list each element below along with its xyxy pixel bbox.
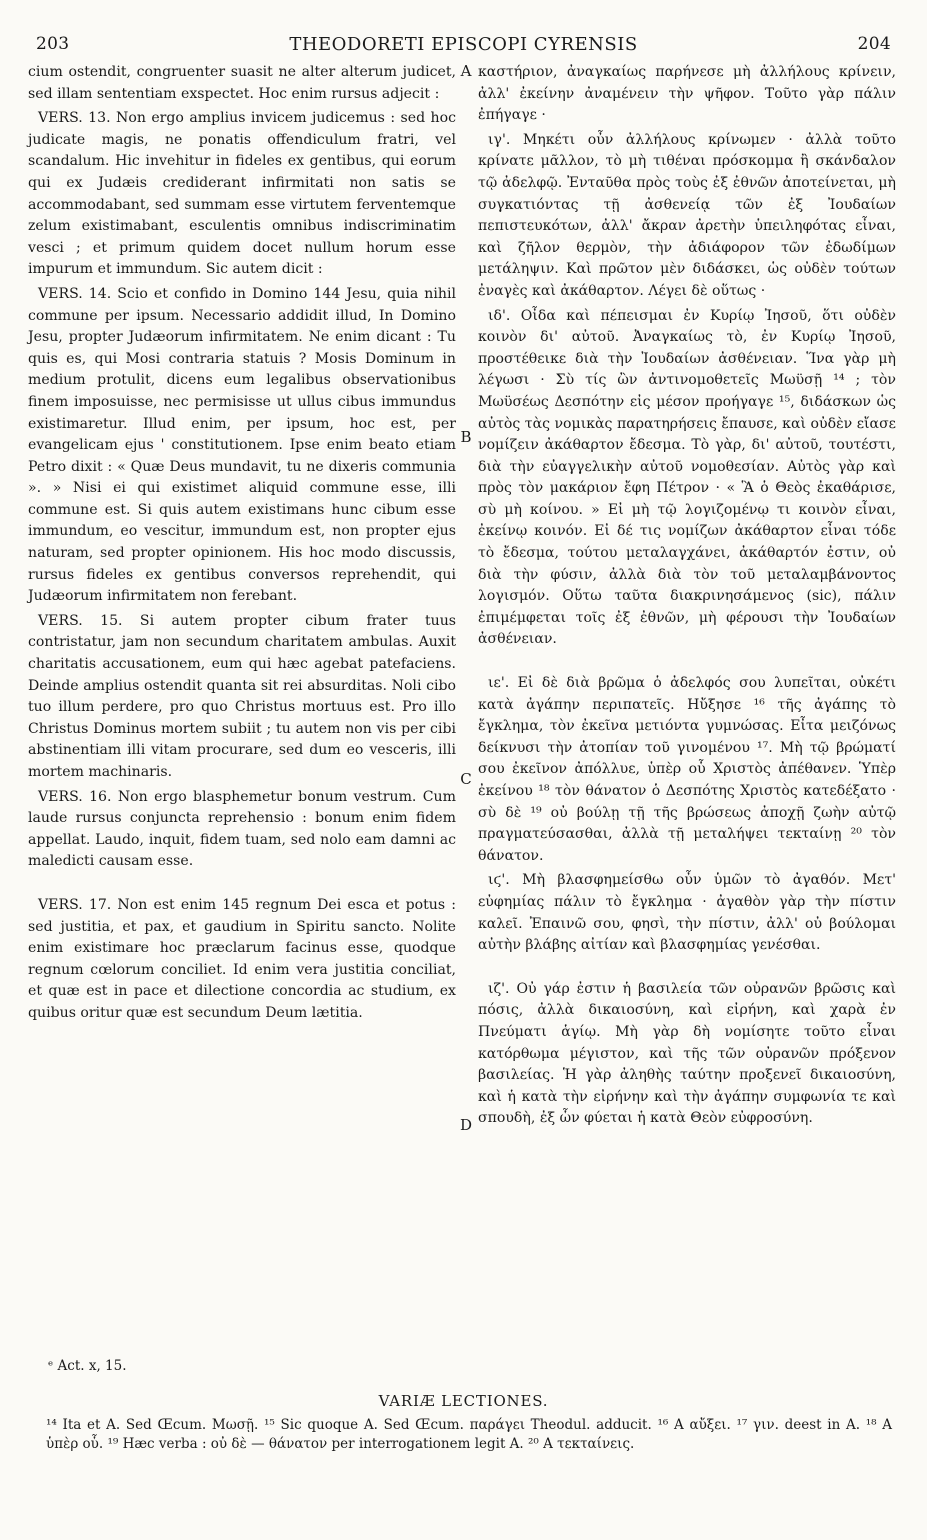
greek-paragraph: καστήριον, ἀναγκαίως παρήνεσε μὴ ἀλλήλους κρίνειν, ἀλλ' ἐκείνην ἀναμένειν τὴν ψῆφον. Τοῦτο γὰρ πάλιν ἐπήγαγε · [478, 64, 896, 124]
greek-column [478, 62, 896, 1133]
greek-paragraph: ιζ'. Οὐ γάρ ἐστιν ἡ βασιλεία τῶν οὐρανῶν βρῶσις καὶ πόσις, ἀλλὰ δικαιοσύνη, καὶ εἰρήνη, καὶ χαρὰ ἐν Πνεύματι ἁγίῳ. Μὴ γὰρ δὴ νομίσητε τοῦτο εἶναι κατόρθωμα μέγιστον, καὶ τῆς τῶν οὐρανῶν πρόξενον βασιλείας. Ἡ γὰρ ἀληθὴς ταύτην προξενεῖ δικαιοσύνη, καὶ ἡ κατὰ τὴν εἰρήνην καὶ τὴν ἀγάπην συμφωνία τε καὶ σπουδὴ, ἐξ ὧν φύεται ἡ κατὰ Θεὸν εὐφροσύνη. [478, 980, 896, 1127]
greek-paragraph: ιγ'. Μηκέτι οὖν ἀλλήλους κρίνωμεν · ἀλλὰ τοῦτο κρίνατε μᾶλλον, τὸ μὴ τιθέναι πρόσκομμα ἢ σκάνδαλον τῷ ἀδελφῷ. Ἐνταῦθα πρὸς τοὺς ἐξ ἐθνῶν ἀποτείνεται, μὴ συγκατιόντας τῇ ἀσθενείᾳ τῶν ἐξ Ἰουδαίων πεπιστευκότων, ἀλλ' ἄκραν ἀρετὴν ὑπειληφότας εἶναι, καὶ ζῆλον θερμὸν, τὴν ἀδιάφορον τῶν ἐδωδίμων μετάληψιν. Καὶ πρῶτον μὲν διδάσκει, ὡς οὐδὲν τούτων ἐναγὲς καὶ ἀκάθαρτον. Λέγει δὲ οὕτως · [478, 131, 896, 299]
page-number-left: 203 [36, 34, 70, 54]
margin-letter: A [460, 62, 472, 80]
footnote: ᵉ Act. x, 15. [48, 1358, 127, 1374]
margin-letter: D [459, 1116, 473, 1134]
latin-paragraph: VERS. 13. Non ergo amplius invicem judicemus : sed hoc judicate magis, ne ponatis offendiculum fratri, vel scandalum. Hic invehitur in fideles ex gentibus, qui eorum qui ex Judæis crediderant infirmitati non satis se accommodabant, sed summam esse virtutem ferventemque zelum existimabant, esculentis omnibus indiscriminatim vesci ; et primum quidem docet nullum horum esse impurum et immundum. Sic autem dicit : [28, 110, 456, 278]
page-header [36, 34, 891, 58]
variae-lectiones-text [46, 1416, 892, 1454]
latin-paragraph: VERS. 16. Non ergo blasphemetur bonum vestrum. Cum laude rursus conjuncta reprehensio : bonum enim fidem appellat. Laudo, inquit, fidem tuam, sed nolo eam damni ac maledicti causam esse. [28, 788, 456, 870]
running-title: THEODORETI EPISCOPI CYRENSIS [289, 34, 638, 55]
latin-paragraph: cium ostendit, congruenter suasit ne alter alterum judicet, sed illam sententiam exspectet. Hoc enim rursus adjecit : [28, 64, 456, 102]
margin-letter: C [460, 770, 472, 788]
latin-paragraph: VERS. 15. Si autem propter cibum frater tuus contristatur, jam non secundum charitatem ambulas. Auxit charitatis accusationem, eum qui hæc agebat patefaciens. Deinde amplius ostendit quanta sit rei absurditas. Noli cibo tuo illum perdere, pro quo Christus mortuus est. Pro illo Christus Dominus mortem subiit ; tu autem non vis per cibi abstinentiam illi vitam procurare, sed dum eo vesceris, illi mortem machinaris. [28, 612, 456, 780]
latin-paragraph: VERS. 14. Scio et confido in Domino 144 Jesu, quia nihil commune per ipsum. Necessario addidit illud, In Domino Jesu, propter Judæorum infirmitatem. Ne enim dicant : Tu quis es, qui Mosi contraria statuis ? Mosis Dominum in medium protulit, dicens eum legalibus observationibus finem imposuisse, nec permisisse ut ullus cibus immundus existimaretur. Illud enim, per ipsum, hoc est, per evangelicam ejus ' constitutionem. Ipse enim beato etiam Petro dixit : « Quæ Deus mundavit, tu ne dixeris communia ». » Nisi ei qui existimet aliquid commune esse, illi commune est. Si quis autem existimans hunc cibum esse immundum, eo vescitur, immundum est, non propter ejus naturam, sed propter opinionem. His hoc modo discussis, rursus fideles ex gentibus conversos reprehendit, qui Judæorum infirmitatem non ferebant. [28, 285, 456, 605]
latin-paragraph: VERS. 17. Non est enim 145 regnum Dei esca et potus : sed justitia, et pax, et gaudium in Spiritu sancto. Nolite enim existimare hoc præclarum facinus esse, quodque regnum cœlorum conciliet. Id enim vera justitia conciliat, et quæ est in pace et dilectione concordia ac studium, ex quibus oritur quæ est secundum Deum lætitia. [28, 896, 456, 1021]
greek-paragraph: ιϛ'. Μὴ βλασφημείσθω οὖν ὑμῶν τὸ ἀγαθόν. Μετ' εὐφημίας πάλιν τὸ ἔγκλημα · ἀγαθὸν γὰρ τὴν πίστιν καλεῖ. Ἐπαινῶ σου, φησὶ, τὴν πίστιν, ἀλλ' οὐ βούλομαι αὐτὴν βλάβης αἰτίαν καὶ βλασφημίας γενέσθαι. [478, 872, 896, 954]
variae-lectiones-notes: ¹⁴ Ita et A. Sed Œcum. Μωσῇ. ¹⁵ Sic quoque A. Sed Œcum. παράγει Theodul. adducit. ¹⁶ A αὔξει. ¹⁷ γιν. deest in A. ¹⁸ A ὑπὲρ οὗ. ¹⁹ Hæc verba : οὐ δὲ — θάνατον per interrogationem legit A. ²⁰ A τεκταίνεις. [46, 1417, 892, 1452]
greek-paragraph: ιε'. Εἰ δὲ διὰ βρῶμα ὁ ἀδελφός σου λυπεῖται, οὐκέτι κατὰ ἀγάπην περιπατεῖς. Ηὔξησε ¹⁶ τῆς ἀγάπης τὸ ἔγκλημα, τὸν ἐκεῖνα μετιόντα γυμνώσας. Εἶτα μειζόνως δείκνυσι τὴν ἀτοπίαν τοῦ γινομένου ¹⁷. Μὴ τῷ βρώματί σου ἐκεῖνον ἀπόλλυε, ὑπὲρ οὗ Χριστὸς ἀπέθανεν. Ὑπὲρ ἐκείνου ¹⁸ τὸν θάνατον ὁ Δεσπότης Χριστὸς κατεδέξατο · σὺ δὲ ¹⁹ οὐ βούλῃ τῇ τῆς βρώσεως ἀποχῇ ζωὴν αὐτῷ πραγματεύσασθαι, ἀλλὰ τῇ μεταλήψει τεκταίνῃ ²⁰ τὸν θάνατον. [478, 675, 896, 864]
latin-column [28, 62, 456, 1028]
greek-paragraph: ιδ'. Οἶδα καὶ πέπεισμαι ἐν Κυρίῳ Ἰησοῦ, ὅτι οὐδὲν κοινὸν δι' αὐτοῦ. Ἀναγκαίως τὸ, ἐν Κυρίῳ Ἰησοῦ, προστέθεικε διὰ τὴν Ἰουδαίων ἀσθένειαν. Ἵνα γὰρ μὴ λέγωσι · Σὺ τίς ὢν ἀντινομοθετεῖς Μωϋσῇ ¹⁴ ; τὸν Μωϋσέως Δεσπότην εἰς μέσον προήγαγε ¹⁵, διδάσκων ὡς αὐτὸς τὰς νομικὰς παρατηρήσεις ἔπαυσε, καὶ οὐδὲν εἴασε νομίζειν ἀκάθαρτον ἔδεσμα. Τὸ γὰρ, δι' αὐτοῦ, τουτέστι, διὰ τὴν εὐαγγελικὴν αὐτοῦ νομοθεσίαν. Αὐτὸς γὰρ καὶ πρὸς τὸν μακάριον ἔφη Πέτρον · « Ἃ ὁ Θεὸς ἐκαθάρισε, σὺ μὴ κοίνου. » Εἰ μὴ τῷ λογιζομένῳ τι κοινὸν εἶναι, ἐκείνῳ κοινόν. Εἰ δέ τις νομίζων ἀκάθαρτον εἶναι τόδε τὸ ἔδεσμα, τούτου μεταλαγχάνει, ἀκάθαρτόν ἐστιν, οὐ διὰ τὴν φύσιν, ἀλλὰ διὰ τὸν τοῦ μεταλαμβάνοντος λογισμόν. Οὕτω ταῦτα διακρινησάμενος (sic), πάλιν ἐπιμέμφεται τοῖς ἐξ ἐθνῶν, μὴ φέρουσι τὴν Ἰουδαίων ἀσθένειαν. [478, 307, 896, 648]
page-number-right: 204 [857, 34, 891, 54]
variae-lectiones-heading: VARIÆ LECTIONES. [378, 1392, 549, 1410]
margin-letter: B [460, 428, 472, 446]
